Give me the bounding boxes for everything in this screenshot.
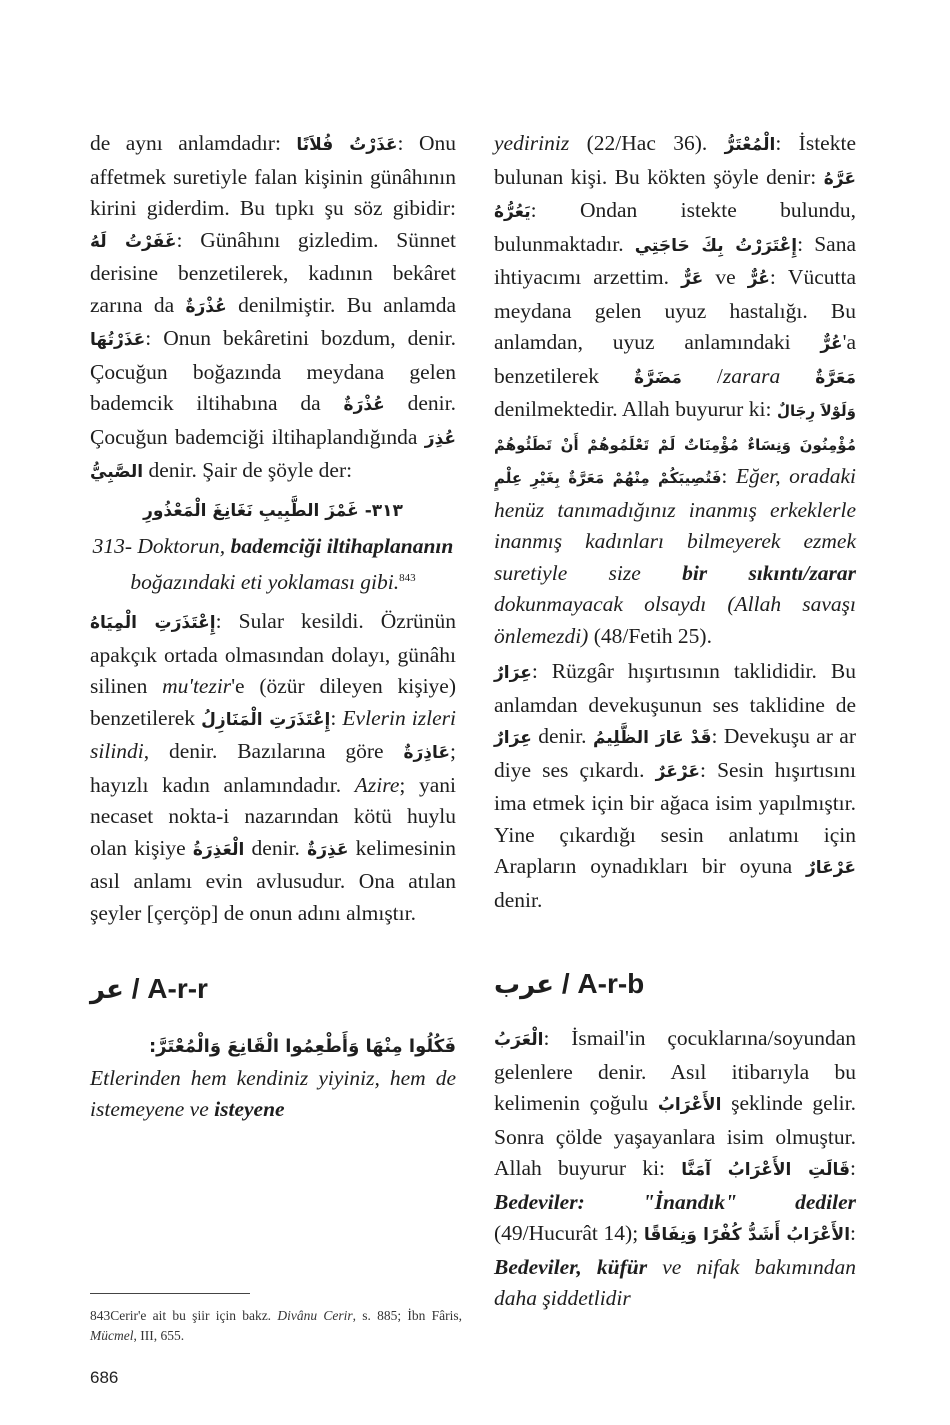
arabic-term: عُرٌّ bbox=[820, 334, 843, 354]
text: / bbox=[681, 363, 723, 388]
arabic-term: عُذِرَ الصَّبِيُّ bbox=[90, 428, 456, 482]
text: , s. 885; İbn Fâris, bbox=[352, 1308, 463, 1323]
arabic-term: عُرٌّ bbox=[747, 269, 770, 289]
text: ve bbox=[703, 265, 748, 289]
text: : Ondan istekte bulundu, bulunmaktadır. bbox=[494, 198, 856, 256]
text: (22/Hac 36). bbox=[569, 131, 725, 155]
text: zarara bbox=[722, 363, 781, 388]
arabic-verse: ٣١٣- غَمْزَ الطَّبِيبِ نَغَانِغَ الْمَعْذُورِ bbox=[143, 500, 403, 521]
text: denir. Çocuğun bademciği iltihaplandığında bbox=[90, 391, 456, 449]
text: Divânu Cerir bbox=[277, 1308, 353, 1323]
arabic-term: عُذْرَةٌ bbox=[185, 296, 227, 317]
text: : bbox=[850, 1221, 857, 1245]
text: 'e (özür dileyen kişiye) benzetilerek bbox=[90, 674, 456, 730]
text: şeklinde gelir. Sonra çölde yaşayanlara isim olmuştur. Allah buyurur ki: bbox=[494, 1091, 856, 1180]
text: Azire bbox=[354, 772, 400, 797]
text: : Günâhını gizledim. Sünnet derisine benzetilerek, kadının bekâret zarına da bbox=[90, 227, 456, 317]
text: ve nifak bakımından daha şiddetlidir bbox=[494, 1254, 856, 1310]
footnote-reference: 843 bbox=[399, 571, 416, 584]
arabic-term: الأَعْرَابُ bbox=[657, 1095, 722, 1115]
text: isteyene bbox=[214, 1097, 285, 1122]
arabic-term: إِعْتَذَرَتِ الْمِيَاهُ bbox=[90, 613, 216, 634]
text: denir. bbox=[494, 887, 543, 912]
text: : İstekte bulunan kişi. Bu kökten şöyle denir: bbox=[494, 131, 856, 189]
text: : Sesin hışırtısını ima etmek için bir ağaca isim yapılmıştır. Yine çıkardığı sesin anlatımı için Arapların oynadıkları bir oyuna bbox=[494, 757, 856, 878]
text: denilmiştir. Bu anlamda bbox=[226, 292, 456, 317]
text: : Vücutta meydana gelen uyuz hastalığı. Bu anlamdan, uyuz anlamındaki bbox=[494, 265, 856, 354]
page-number: 686 bbox=[90, 1368, 119, 1387]
poem-verse-translation bbox=[90, 531, 456, 598]
text: , III, 655. bbox=[133, 1328, 185, 1343]
arabic-term: إِعْتَذَرَتِ الْمَنَازِلُ bbox=[201, 709, 331, 730]
left-paragraph-1 bbox=[90, 128, 456, 489]
text: Etlerinden hem kendiniz yiyiniz, hem de istemeyene ve bbox=[90, 1065, 456, 1122]
text bbox=[780, 364, 815, 388]
arabic-term: عِرَارٌ bbox=[494, 663, 532, 683]
arabic-term: الأَعْرَابُ أَشَدُّ كُفْرًا وَنِفَاقًا bbox=[643, 1225, 851, 1245]
text: bademciği iltihaplananın bbox=[230, 534, 454, 558]
arabic-term: الْمُعْتَرُّ bbox=[724, 135, 776, 155]
arabic-term: مَعَرَّةٌ bbox=[815, 367, 856, 388]
text: denir. bbox=[531, 724, 593, 748]
text: : Devekuşu ar ar diye ses çıkardı. bbox=[494, 724, 856, 782]
footnote-divider bbox=[90, 1293, 250, 1294]
text: (48/Fetih 25). bbox=[588, 623, 712, 648]
text: boğazındaki eti yoklaması gibi. bbox=[130, 569, 400, 594]
right-paragraph-2 bbox=[494, 656, 856, 916]
text: ; hayızlı kadın anlamındadır. bbox=[90, 739, 456, 797]
text: : bbox=[330, 705, 343, 730]
poem-verse-arabic bbox=[90, 495, 456, 528]
left-paragraph-3 bbox=[90, 1063, 456, 1126]
text: : Onu affetmek suretiyle falan kişinin günâhının kirini giderdim. Bu tıpkı şu söz gibidir: bbox=[90, 131, 456, 220]
text: : bbox=[721, 464, 736, 488]
text: : Sana ihtiyacımı arzettim. bbox=[494, 231, 856, 289]
left-paragraph-2 bbox=[90, 606, 456, 929]
text: : Sular kesildi. Özrünün apakçık ortada olmasından dolayı, günâhı silinen bbox=[90, 609, 456, 699]
arabic-term: عَذَرْتُهَا bbox=[90, 330, 146, 350]
text: Mücmel bbox=[90, 1328, 134, 1343]
arabic-term: قَالَتِ الأَعْرَابُ آمَنَّا bbox=[681, 1160, 850, 1180]
arabic-term: عُذْرَةٌ bbox=[343, 395, 385, 415]
text: Bedeviler: "İnandık" dediler bbox=[494, 1189, 856, 1214]
arabic-term: عَذَرْتُ فُلاَنًا bbox=[296, 135, 398, 155]
right-column bbox=[494, 128, 856, 1315]
arabic-verse: وَلَوْلاَ رِجَالٌ مُؤْمِنُونَ وَنِسَاءٌ مُؤْمِنَاتٌ لَمْ تَعْلَمُوهُمْ أَنْ تَطَئُوهُمْ فَتُصِيبَكُمْ مِنْهُمْ مَعَرَّةٌ بِغَيْرِ عِلْمٍ bbox=[494, 402, 856, 487]
left-column bbox=[90, 128, 456, 1126]
arabic-verse: فَكُلُوا مِنْهَا وَأَطْعِمُوا الْقَانِعَ وَالْمُعْتَرَّ: bbox=[148, 1036, 456, 1058]
arabic-term: عِرَارٌ bbox=[494, 728, 532, 748]
section-heading-a-r-r bbox=[90, 971, 456, 1008]
text: bir sıkıntı/zarar bbox=[682, 560, 857, 585]
heading-latin: / A-r-r bbox=[123, 973, 208, 1005]
section-heading-a-r-b bbox=[494, 966, 856, 1003]
text: ; yani necaset nokta-i nazarından kötü huylu olan kişiye bbox=[90, 772, 456, 860]
arabic-term: قَدْ عَارَ الظَّلِيمُ bbox=[592, 728, 712, 748]
arabic-term: الْعَذِرَةُ bbox=[192, 839, 245, 860]
text: yediriniz bbox=[494, 131, 570, 155]
arabic-term: عَرَّهُ يَعُرُّهُ bbox=[494, 168, 856, 222]
arabic-term: غَفَرْتُ لَهُ bbox=[90, 231, 177, 252]
text: dokunmayacak olsaydı (Allah savaşı önlemezdi) bbox=[494, 592, 856, 648]
arabic-term: عَرْعَرٌ bbox=[655, 761, 701, 782]
heading-arabic: عر bbox=[90, 975, 124, 1006]
text: Bedeviler, küfür bbox=[494, 1254, 648, 1279]
arabic-term: عَرٌّ bbox=[681, 269, 704, 289]
text: Evlerin izleri silindi bbox=[90, 705, 456, 764]
footnote bbox=[90, 1306, 462, 1346]
text: Eğer, oradaki henüz tanımadığınız inanmış erkeklerle inanmış kadınları bilmeyerek ezmek suretiyle size bbox=[494, 464, 857, 585]
text: , denir. Bazılarına göre bbox=[143, 739, 404, 764]
arabic-term: عَاذِرَةٌ bbox=[403, 743, 451, 764]
text: denir. bbox=[244, 835, 308, 860]
arabic-term: الْعَرَبُ bbox=[494, 1030, 544, 1050]
quran-verse-arabic bbox=[90, 1030, 456, 1063]
heading-arabic: عرب bbox=[494, 970, 555, 1000]
text: 313- Doktorun, bbox=[92, 534, 231, 558]
text: denir. Şair de şöyle der: bbox=[143, 458, 353, 482]
arabic-term: مَضَرَّةٌ bbox=[634, 367, 682, 388]
text: mu'tezir bbox=[162, 674, 232, 699]
text: : İsmail'in çocuklarına/soyundan gelenlere denir. Asıl itibarıyla bu kelimenin çoğulu bbox=[494, 1026, 856, 1115]
text: de aynı anlamdadır: bbox=[90, 131, 297, 155]
text: (49/Hucurât 14); bbox=[494, 1221, 644, 1245]
arabic-term: إِعْتَرَرْتُ بِكَ حَاجَتِي bbox=[634, 235, 798, 256]
text: : Onun bekâretini bozdum, denir. Çocuğun boğazında meydana gelen bademcik iltihabına da bbox=[90, 326, 456, 415]
arabic-term: عَرْعَارٌ bbox=[806, 858, 856, 878]
text: : Rüzgâr hışırtısının taklididir. Bu anlamdan devekuşunun ses taklidine de bbox=[494, 659, 856, 717]
text: : bbox=[850, 1156, 856, 1180]
right-paragraph-3 bbox=[494, 1023, 856, 1315]
heading-latin: / A-r-b bbox=[554, 968, 645, 999]
text: kelimesinin asıl anlamı evin avlusudur. Ona atılan şeyler [çerçöp] de onun adını almıştır. bbox=[90, 835, 456, 925]
text: 'a benzetilerek bbox=[494, 330, 856, 388]
right-paragraph-1 bbox=[494, 128, 856, 652]
arabic-term: عَذِرَةٌ bbox=[307, 839, 349, 860]
text: 843Cerir'e ait bu şiir için bakz. bbox=[90, 1308, 278, 1323]
text: denilmektedir. Allah buyurur ki: bbox=[494, 397, 777, 421]
